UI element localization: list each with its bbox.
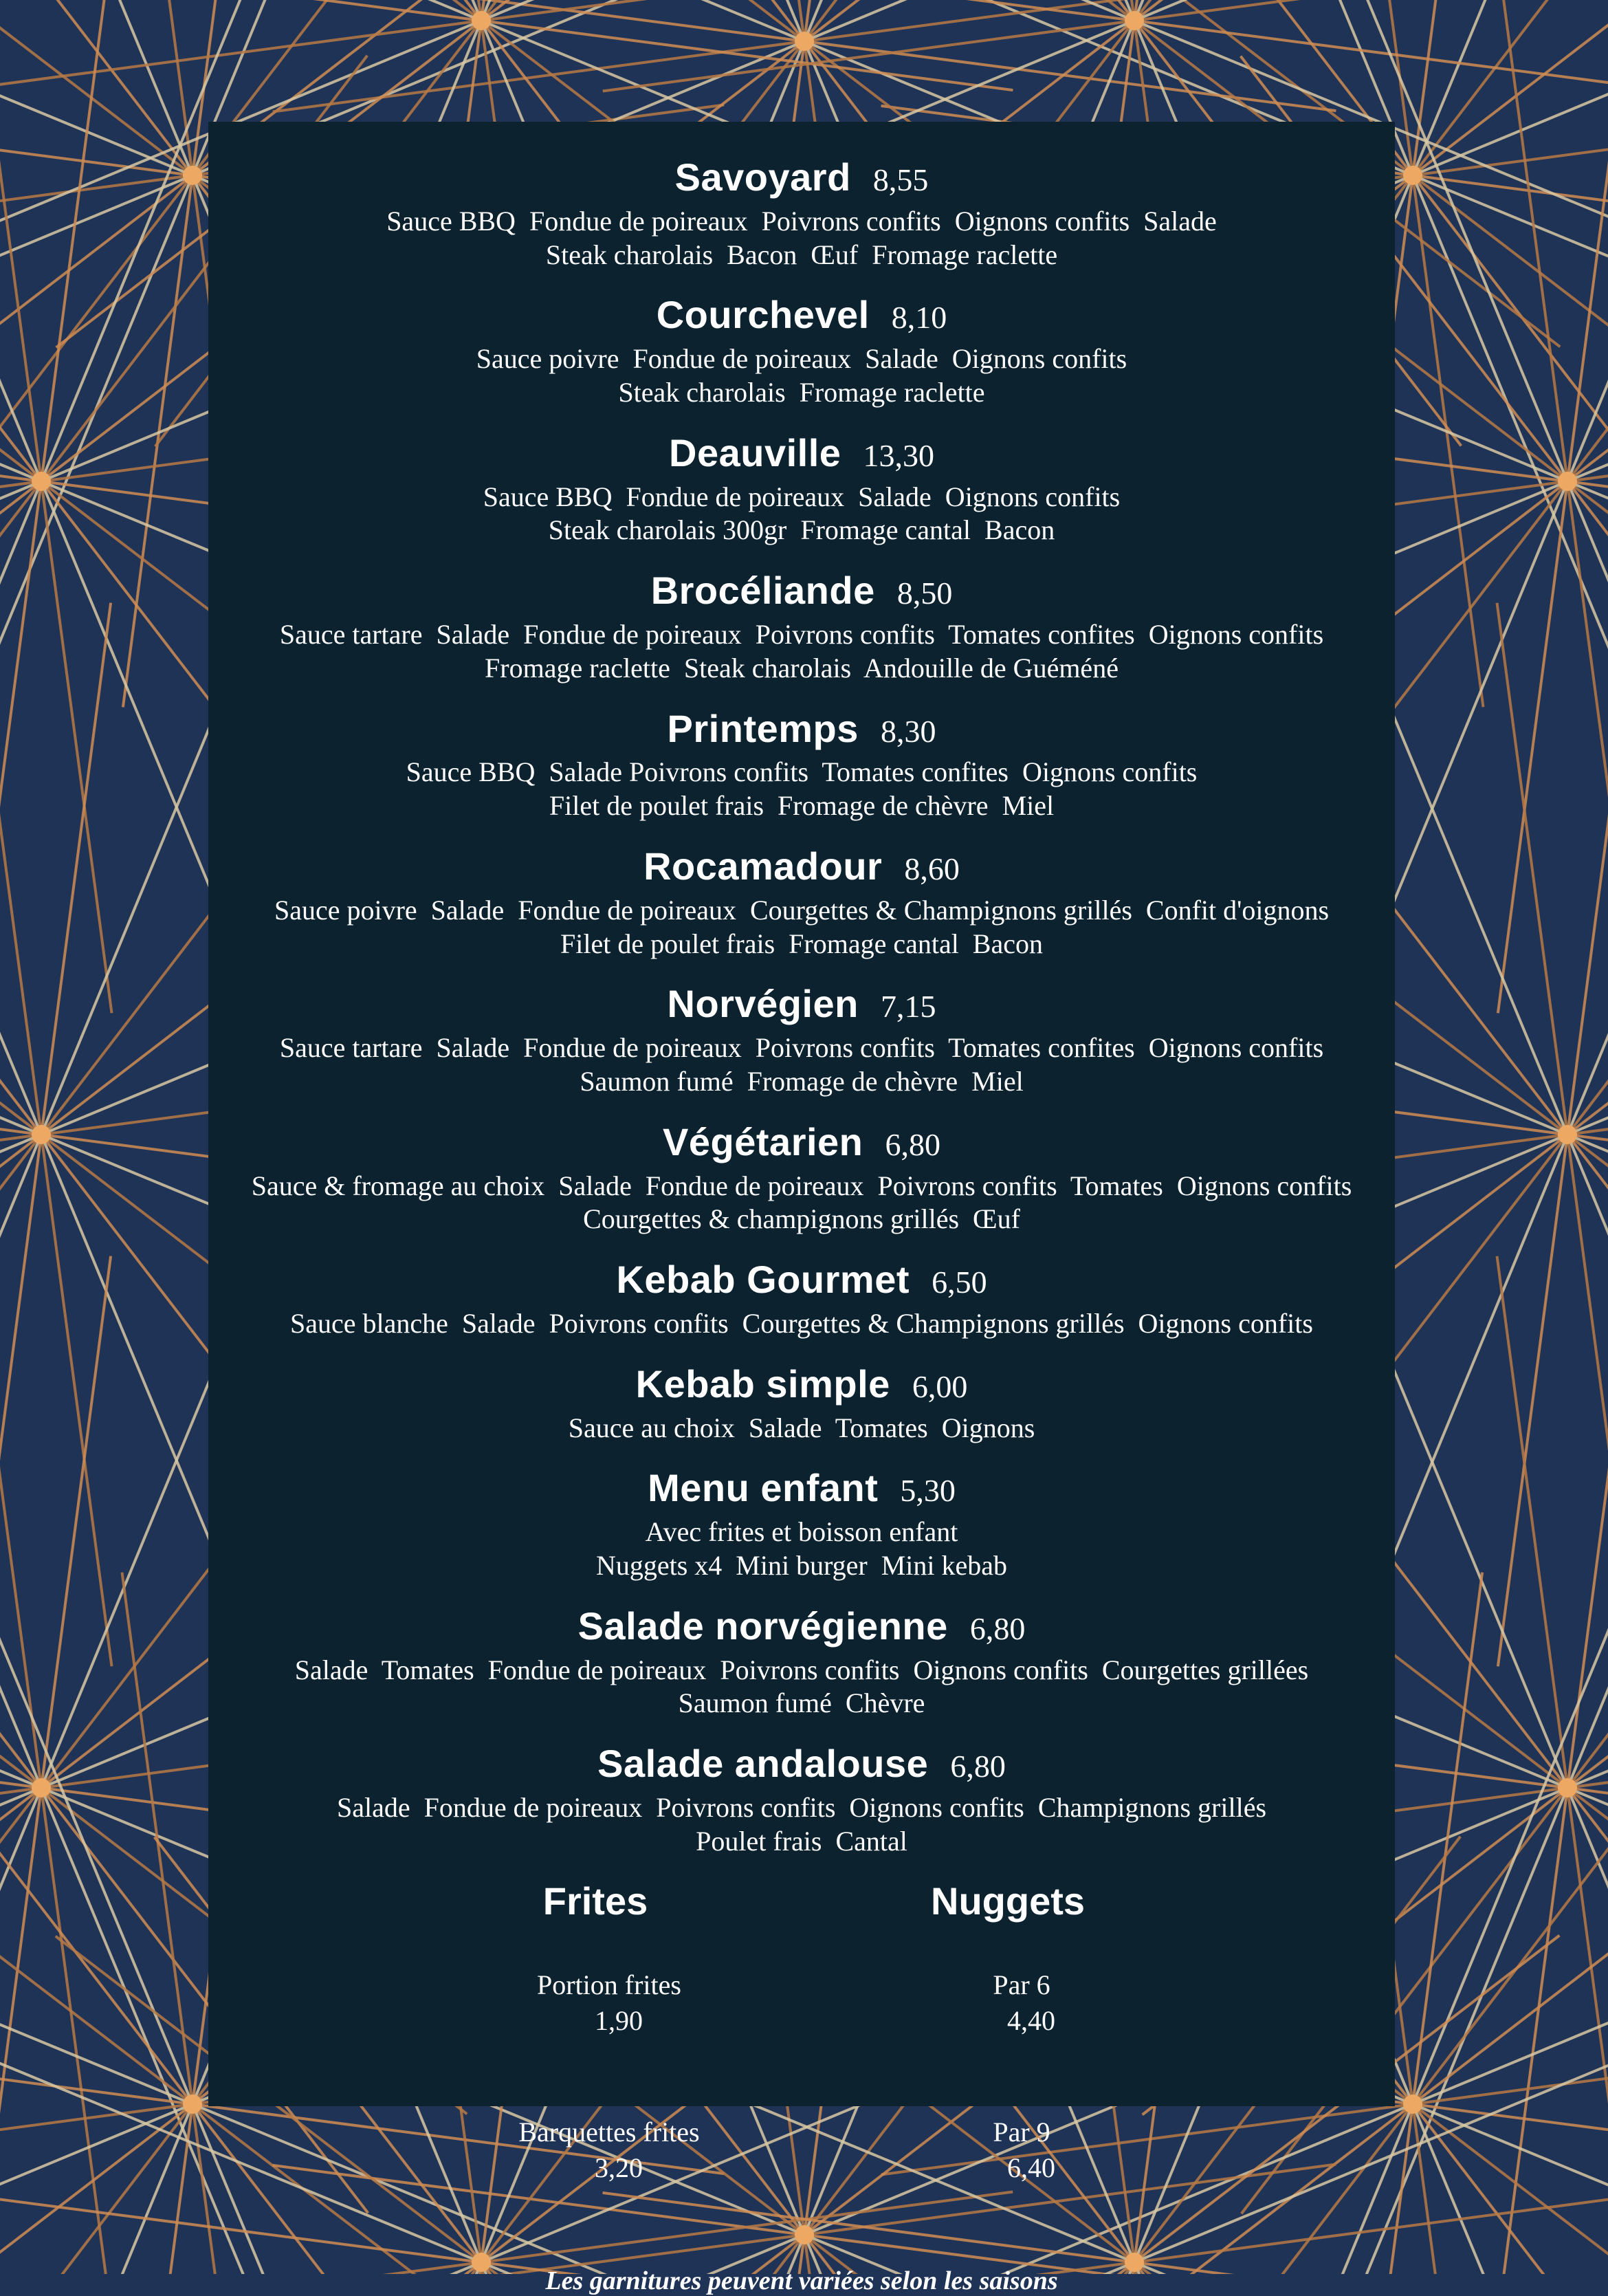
item-price: 8,60 <box>904 851 960 886</box>
side-row <box>389 2079 802 2222</box>
side-row <box>802 2079 1214 2222</box>
sides-section <box>236 1881 1367 2226</box>
item-price: 5,30 <box>900 1473 956 1509</box>
item-name: Brocéliande <box>650 569 875 613</box>
item-ingredients: Steak charolais 300gr Fromage cantal Bacon <box>548 514 1055 546</box>
item-ingredients: Sauce & fromage au choix Salade Fondue de poireaux Poivrons confits Tomates Oignons confits <box>251 1170 1352 1201</box>
item-ingredients: Saumon fumé Fromage de chèvre Miel <box>580 1065 1024 1097</box>
item-header <box>236 1260 1367 1300</box>
item-header <box>236 295 1367 336</box>
menu-item <box>236 1606 1367 1720</box>
item-header <box>236 571 1367 611</box>
item-ingredients: Poulet frais Cantal <box>696 1825 907 1857</box>
menu-item <box>236 1364 1367 1445</box>
item-ingredients: Nuggets x4 Mini burger Mini kebab <box>595 1549 1008 1581</box>
item-header <box>236 1119 1367 1163</box>
side-column <box>389 1881 802 2226</box>
side-row-price: 6,40 <box>1007 2152 1055 2184</box>
item-header <box>236 430 1367 474</box>
item-name: Deauville <box>669 430 841 474</box>
item-ingredients: Sauce BBQ Salade Poivrons confits Tomates confites Oignons confits <box>406 756 1198 788</box>
item-ingredients: Sauce BBQ Fondue de poireaux Salade Oignons confits <box>483 481 1121 512</box>
item-name: Printemps <box>667 706 859 750</box>
item-header <box>236 1744 1367 1784</box>
item-header <box>236 1468 1367 1509</box>
item-ingredients: Sauce blanche Salade Poivrons confits Courgettes & Champignons grillés Oignons confits <box>290 1307 1313 1339</box>
item-ingredients: Sauce poivre Salade Fondue de poireaux Courgettes & Champignons grillés Confit d'oignons <box>274 894 1330 926</box>
item-header <box>236 1364 1367 1405</box>
menu-item <box>236 1744 1367 1858</box>
item-header <box>236 846 1367 887</box>
item-name: Savoyard <box>674 155 851 199</box>
item-ingredients: Sauce poivre Fondue de poireaux Salade Oignons confits <box>476 343 1127 375</box>
item-ingredients: Salade Fondue de poireaux Poivrons confits Oignons confits Champignons grillés <box>336 1791 1267 1823</box>
item-price: 6,80 <box>885 1126 940 1162</box>
menu-item <box>236 984 1367 1098</box>
menu-item <box>236 295 1367 409</box>
item-name: Végétarien <box>663 1119 863 1163</box>
item-price: 8,30 <box>880 713 936 749</box>
item-header <box>236 157 1367 198</box>
item-ingredients: Filet de poulet frais Fromage de chèvre Miel <box>549 790 1055 822</box>
side-row <box>389 1932 802 2075</box>
item-ingredients: Sauce tartare Salade Fondue de poireaux Poivrons confits Tomates confites Oignons confits <box>279 1032 1324 1064</box>
item-ingredients: Steak charolais Bacon Œuf Fromage raclette <box>545 239 1058 270</box>
menu-item <box>236 157 1367 272</box>
item-ingredients: Filet de poulet frais Fromage cantal Bacon <box>560 928 1043 959</box>
side-row-price: 1,90 <box>595 2005 643 2037</box>
item-ingredients: Fromage raclette Steak charolais Andouille de Guéméné <box>485 652 1119 684</box>
menu-item <box>236 1260 1367 1341</box>
item-ingredients: Steak charolais Fromage raclette <box>618 376 985 408</box>
item-name: Kebab Gourmet <box>616 1258 910 1302</box>
item-header <box>236 984 1367 1025</box>
menu-item <box>236 430 1367 547</box>
item-price: 6,80 <box>969 1610 1026 1646</box>
item-name: Menu enfant <box>648 1466 879 1510</box>
side-name: Frites <box>542 1879 648 1923</box>
item-price: 7,15 <box>880 989 936 1025</box>
menu-items-list <box>236 157 1367 1858</box>
side-column <box>802 1881 1214 2226</box>
menu-item <box>236 571 1367 685</box>
menu-item <box>236 1119 1367 1236</box>
menu-panel <box>208 122 1395 2296</box>
item-name: Norvégien <box>667 982 859 1026</box>
item-ingredients: Sauce BBQ Fondue de poireaux Poivrons confits Oignons confits Salade <box>386 205 1217 237</box>
item-ingredients: Salade Tomates Fondue de poireaux Poivrons confits Oignons confits Courgettes grillées <box>294 1654 1309 1685</box>
item-price: 8,55 <box>872 162 929 197</box>
item-ingredients: Courgettes & champignons grillés Œuf <box>583 1203 1020 1235</box>
item-price: 6,80 <box>950 1749 1006 1784</box>
side-row-price: 4,40 <box>1007 2005 1055 2037</box>
item-name: Rocamadour <box>643 844 883 888</box>
item-ingredients: Saumon fumé Chèvre <box>678 1687 925 1719</box>
menu-item <box>236 706 1367 823</box>
side-row <box>802 1932 1214 2075</box>
side-row-label: Par 9 <box>993 2117 1050 2148</box>
item-name: Courchevel <box>656 293 870 337</box>
item-ingredients: Sauce au choix Salade Tomates Oignons <box>568 1412 1035 1443</box>
item-header <box>236 706 1367 750</box>
side-row-label: Par 6 <box>993 1969 1050 2001</box>
item-price: 6,00 <box>912 1368 968 1404</box>
item-ingredients: Avec frites et boisson enfant <box>645 1516 958 1548</box>
item-price: 8,50 <box>896 576 953 611</box>
menu-item <box>236 1468 1367 1582</box>
item-price: 8,10 <box>891 300 947 336</box>
side-name: Nuggets <box>931 1879 1085 1923</box>
side-row-price: 3,20 <box>595 2152 643 2184</box>
item-name: Salade andalouse <box>597 1742 929 1786</box>
item-price: 6,50 <box>932 1265 987 1300</box>
item-header <box>236 1606 1367 1647</box>
seasonal-note: Les garnitures peuvent variées selon les saisons <box>545 2266 1058 2296</box>
side-row-label: Barquettes frites <box>518 2117 700 2148</box>
item-name: Kebab simple <box>635 1362 890 1406</box>
item-name: Salade norvégienne <box>577 1604 948 1648</box>
side-row-label: Portion frites <box>537 1969 681 2001</box>
item-ingredients: Sauce tartare Salade Fondue de poireaux Poivrons confits Tomates confites Oignons confits <box>279 618 1324 650</box>
menu-item <box>236 846 1367 961</box>
item-price: 13,30 <box>863 437 934 473</box>
